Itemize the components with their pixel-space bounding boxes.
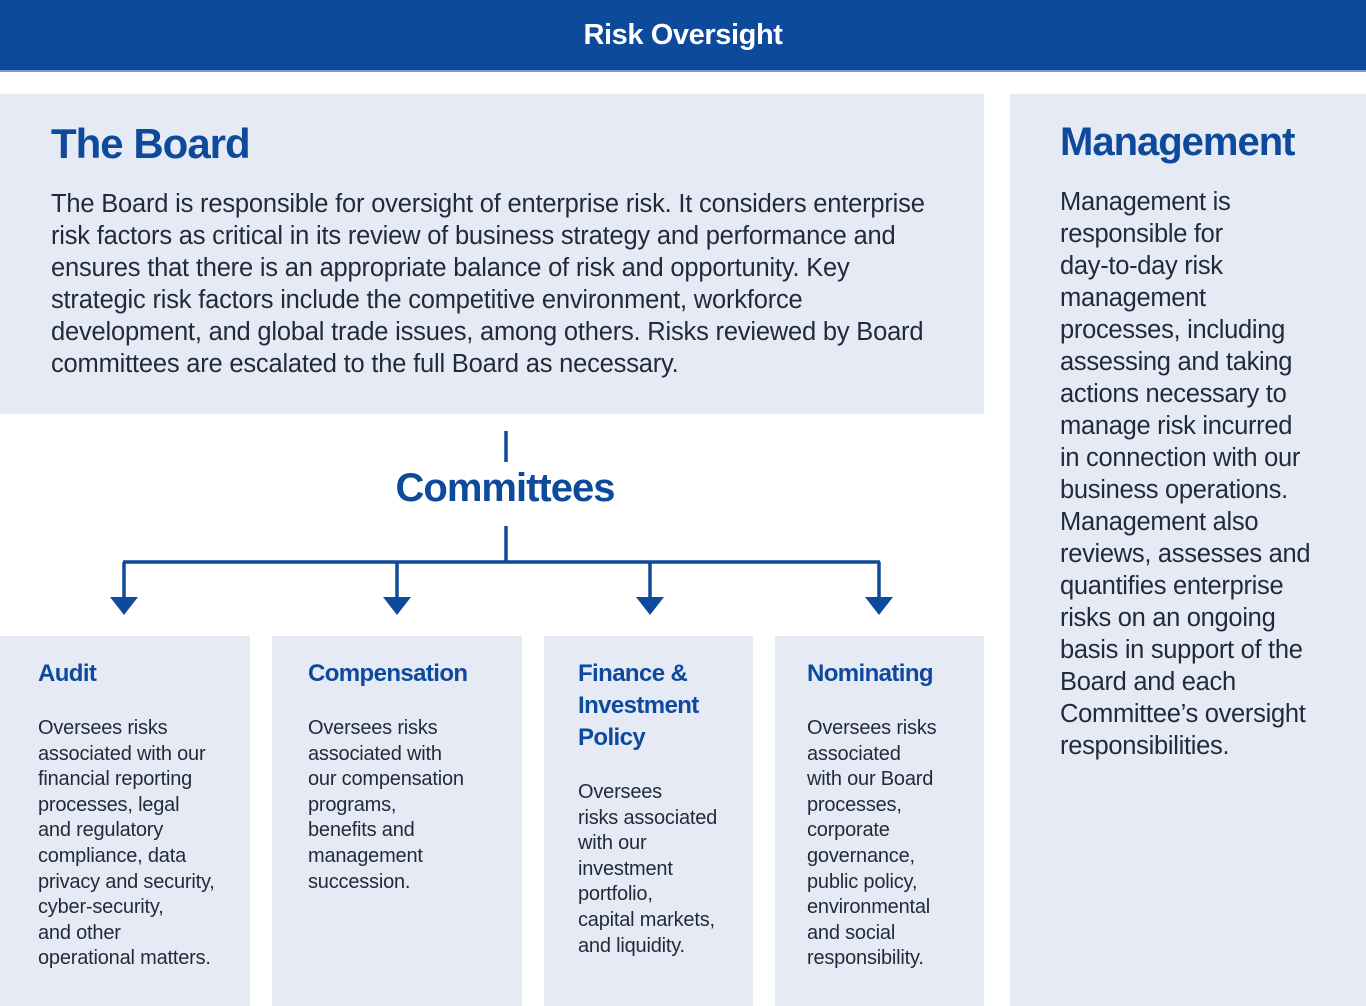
arrow-down-icon xyxy=(383,597,411,615)
committee-title-line: Nominating xyxy=(807,660,933,687)
committee-line: governance, xyxy=(807,844,915,867)
committee-line: environmental xyxy=(807,896,931,919)
committee-description xyxy=(578,780,717,959)
committee-line: operational matters. xyxy=(38,947,211,970)
management-line: manage risk incurred xyxy=(1060,412,1293,440)
committee-line: privacy and security, xyxy=(38,870,215,893)
management-line: reviews, assesses and xyxy=(1060,540,1311,568)
board-line: The Board is responsible for oversight of enterprise risk. It considers enterprise xyxy=(51,190,925,218)
management-line: Management also xyxy=(1060,508,1259,536)
committee-line: Oversees risks xyxy=(38,717,168,739)
committee-card-nominating xyxy=(775,636,984,1006)
committee-line: associated with xyxy=(308,742,442,765)
committee-title-line: Finance & xyxy=(578,660,688,687)
arrow-down-icon xyxy=(636,597,664,615)
committee-line: and liquidity. xyxy=(578,934,685,957)
board-line: risk factors as critical in its review of business strategy and performance and xyxy=(51,222,896,250)
board-line: development, and global trade issues, among others. Risks reviewed by Board xyxy=(51,318,924,346)
management-line: risks on an ongoing xyxy=(1060,604,1276,632)
committee-line: capital markets, xyxy=(578,908,715,931)
committee-title-line: Compensation xyxy=(308,660,468,687)
committee-description xyxy=(807,716,936,972)
committee-line: compliance, data xyxy=(38,844,187,867)
management-line: actions necessary to xyxy=(1060,380,1287,408)
management-line: business operations. xyxy=(1060,476,1288,504)
management-line: Board and each xyxy=(1060,668,1236,696)
committee-line: financial reporting xyxy=(38,768,193,791)
management-line: in connection with our xyxy=(1060,444,1301,472)
management-title: Management xyxy=(1060,120,1295,164)
committee-title-line: Policy xyxy=(578,724,646,751)
committee-line: Oversees risks xyxy=(308,717,438,739)
committee-card-compensation xyxy=(272,636,522,1006)
committee-card-audit xyxy=(0,636,250,1006)
management-line: Management is xyxy=(1060,188,1231,216)
committee-line: cyber-security, xyxy=(38,896,164,919)
management-line: Committee’s oversight xyxy=(1060,700,1306,728)
committee-line: our compensation xyxy=(308,768,464,791)
arrow-down-icon xyxy=(865,597,893,615)
committee-line: programs, xyxy=(308,793,397,816)
committee-line: and other xyxy=(38,921,121,944)
committee-line: management xyxy=(308,844,423,867)
committee-title xyxy=(807,658,933,690)
committee-line: succession. xyxy=(308,870,411,893)
arrow-down-icon xyxy=(110,597,138,615)
committee-line: and regulatory xyxy=(38,819,164,842)
committee-line: benefits and xyxy=(308,819,415,842)
committee-line: portfolio, xyxy=(578,883,653,906)
committee-line: investment xyxy=(578,857,673,880)
committee-line: corporate xyxy=(807,819,890,842)
management-line: processes, including xyxy=(1060,316,1286,344)
committee-description xyxy=(38,716,215,972)
committee-line: associated xyxy=(807,742,901,765)
management-line: responsibilities. xyxy=(1060,732,1230,760)
committee-line: Oversees xyxy=(578,781,662,803)
board-line: strategic risk factors include the competitive environment, workforce xyxy=(51,286,803,314)
committees-title: Committees xyxy=(395,466,615,510)
committee-title xyxy=(38,658,96,690)
committee-line: public policy, xyxy=(807,870,918,893)
committee-line: with our xyxy=(578,832,647,855)
committee-line: and social xyxy=(807,921,896,944)
board-title: The Board xyxy=(51,120,250,167)
management-line: quantifies enterprise xyxy=(1060,572,1284,600)
committee-line: Oversees risks xyxy=(807,717,937,739)
header-title: Risk Oversight xyxy=(583,18,783,51)
committee-title-line: Investment xyxy=(578,692,699,719)
management-line: assessing and taking xyxy=(1060,348,1293,376)
committee-line: processes, xyxy=(807,793,902,816)
management-line: basis in support of the xyxy=(1060,636,1303,664)
committee-line: risks associated xyxy=(578,806,718,829)
committee-title-line: Audit xyxy=(38,660,97,687)
committee-line: associated with our xyxy=(38,742,206,765)
management-line: responsible for xyxy=(1060,220,1223,248)
committee-title xyxy=(578,658,699,754)
committee-line: responsibility. xyxy=(807,947,924,970)
committee-line: processes, legal xyxy=(38,793,180,816)
board-line: committees are escalated to the full Board as necessary. xyxy=(51,350,679,378)
committee-line: with our Board xyxy=(807,768,934,791)
committee-title xyxy=(308,658,467,690)
committee-card-finance-investment-policy xyxy=(544,636,753,1006)
committee-description xyxy=(308,716,464,895)
management-line: management xyxy=(1060,284,1206,312)
board-line: ensures that there is an appropriate balance of risk and opportunity. Key xyxy=(51,254,850,282)
management-line: day-to-day risk xyxy=(1060,252,1223,280)
